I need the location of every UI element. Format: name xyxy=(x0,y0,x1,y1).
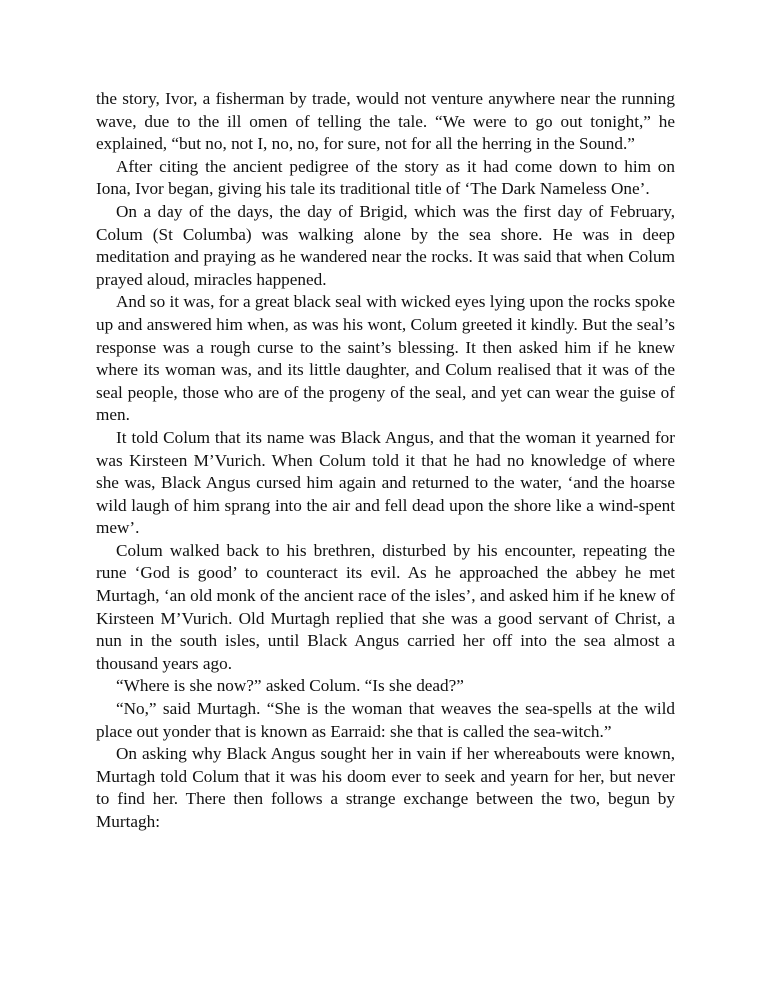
paragraph-2: After citing the ancient pedigree of the story as it had come down to him on Iona, Ivor began, giving his tale its traditional title of ‘The Dark Nameless One’. xyxy=(96,156,675,199)
paragraph-6: Colum walked back to his brethren, disturbed by his encounter, repeating the rune ‘God is good’ to counteract its evil. As he approached the abbey he met Murtagh, ‘an old monk of the ancient race of the isles’, and asked him if he knew of Kirsteen M’Vurich. Old Murtagh replied that she was a good servant of Christ, a nun in the south isles, until Black Angus carried her off into the sea almost a thousand years ago. xyxy=(96,540,675,673)
paragraph-3: On a day of the days, the day of Brigid, which was the first day of February, Colum (St Columba) was walking alone by the sea shore. He was in deep meditation and praying as he wandered near the rocks. It was said that when Colum prayed aloud, miracles happened. xyxy=(96,201,675,289)
paragraph-9: On asking why Black Angus sought her in vain if her whereabouts were known, Murtagh told Colum that it was his doom ever to seek and yearn for her, but never to find her. There then follows a strange exchange between the two, begun by Murtagh: xyxy=(96,744,675,831)
paragraph-1: the story, Ivor, a fisherman by trade, would not venture anywhere near the running wave, due to the ill omen of telling the tale. “We were to go out tonight,” he explained, “but no, not I, no, no, for sure, not for all the herring in the Sound.” xyxy=(96,89,675,154)
paragraph-5: It told Colum that its name was Black Angus, and that the woman it yearned for was Kirsteen M’Vurich. When Colum told it that he had no knowledge of where she was, Black Angus cursed him again and returned to the water, ‘and the hoarse wild laugh of him sprang into the air and fell dead upon the shore like a wind-spent mew’. xyxy=(96,427,675,538)
paragraph-8: “No,” said Murtagh. “She is the woman that weaves the sea-spells at the wild place out yonder that is known as Earraid: she that is called the sea-witch.” xyxy=(96,699,675,741)
paragraph-4: And so it was, for a great black seal with wicked eyes lying upon the rocks spoke up and answered him when, as was his wont, Colum greeted it kindly. But the seal’s response was a rough curse to the saint’s blessing. It then asked him if he knew where its woman was, and its little daughter, and Colum realised that it was of the seal people, those who are of the progeny of the seal, and yet can wear the guise of men. xyxy=(96,292,675,425)
paragraph-7: “Where is she now?” asked Colum. “Is she dead?” xyxy=(116,676,464,696)
page-body xyxy=(96,88,675,834)
